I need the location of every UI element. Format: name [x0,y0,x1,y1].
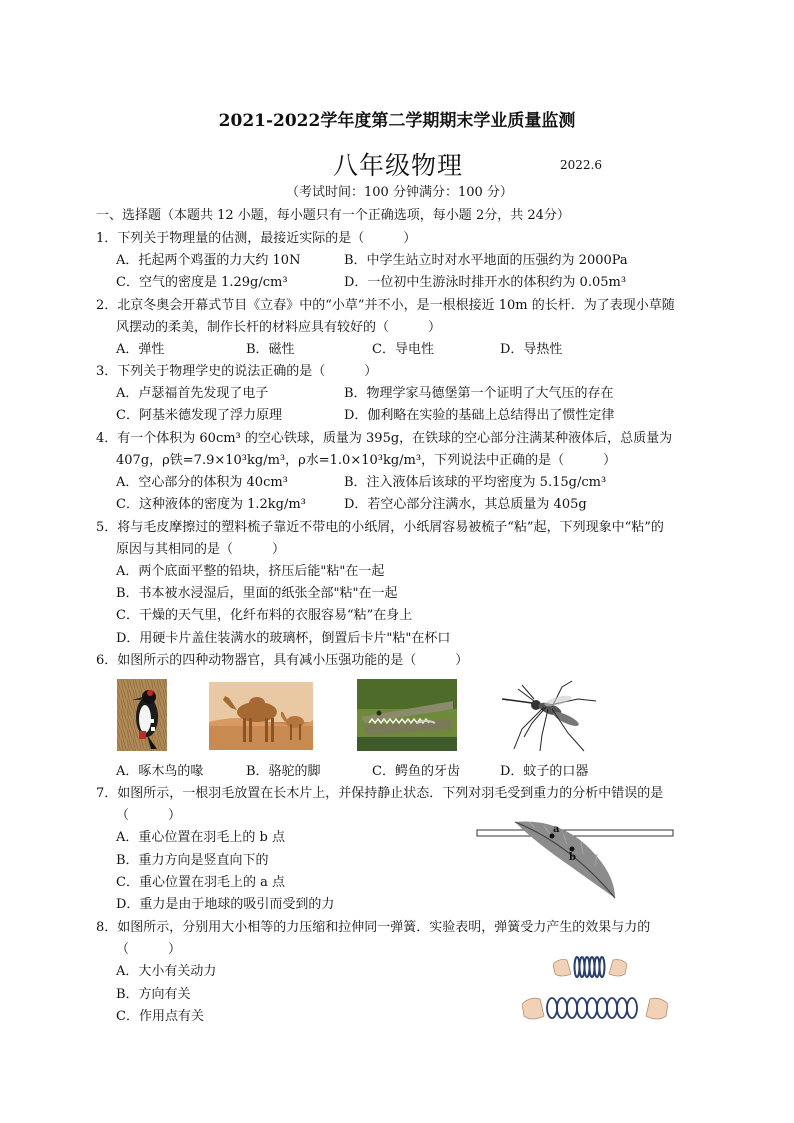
q2-option-b: B．磁性 [246,342,295,357]
q2-stem-line2: 风摆动的柔美，制作长杆的材料应具有较好的（ ） [116,320,442,335]
section-heading: 一、选择题（本题共 12 小题，每小题只有一个正确选项，每小题 2分，共 24分） [96,208,570,223]
q6-option-b: B．骆驼的脚 [246,764,321,779]
q1-option-a: A．托起两个鸡蛋的力大约 10N [116,253,301,268]
q8-option-c: C．作用点有关 [116,1009,204,1024]
q7-stem-line2: （ ） [116,808,182,823]
q7-option-d: D．重力是由于地球的吸引而受到的力 [116,897,335,912]
q7-option-a: A．重心位置在羽毛上的 b 点 [116,830,285,845]
q4-stem-line2: 407g，ρ铁=7.9×10³kg/m³，ρ水=1.0×10³kg/m³，下列说法中正确的是（ ） [116,453,617,468]
crocodile-image [357,679,457,751]
exam-info: （考试时间：100 分钟满分：100 分） [286,185,513,200]
q4-option-d: D．若空心部分注满水，其总质量为 405g [344,497,587,512]
q3-stem: 3．下列关于物理学史的说法正确的是（ ） [96,364,378,379]
q1-option-c: C．空气的密度是 1.29g/cm³ [116,275,288,290]
q3-option-b: B．物理学家马德堡第一个证明了大气压的存在 [344,386,614,401]
q6-option-a: A．啄木鸟的喙 [116,764,204,779]
q2-stem-line1: 2．北京冬奥会开幕式节目《立春》中的“小草”并不小，是一根根接近 10m 的长杆．为了表现小草随 [96,298,675,313]
q8-stem-line2: （ ） [116,942,182,957]
q2-option-a: A．弹性 [116,342,165,357]
q5-option-c: C．干燥的天气里，化纤布料的衣服容易“粘”在身上 [116,608,413,623]
q5-option-d: D．用硬卡片盖住装满水的玻璃杯，倒置后卡片"粘"在杯口 [116,631,451,646]
q5-option-b: B．书本被水浸湿后，里面的纸张全部"粘"在一起 [116,586,398,601]
q7-option-c: C．重心位置在羽毛上的 a 点 [116,875,285,890]
exam-title: 2021-2022学年度第二学期期末学业质量监测 [218,111,576,131]
q6-option-d: D．蚊子的口器 [500,764,589,779]
q1-stem: 1．下列关于物理量的估测，最接近实际的是（ ） [96,231,417,246]
q5-stem-line1: 5．将与毛皮摩擦过的塑料梳子靠近不带电的小纸屑，小纸屑容易被梳子“粘”起，下列现象中“粘”的 [96,520,664,535]
subject-title: 八年级物理 [333,151,464,180]
q8-stem-line1: 8．如图所示，分别用大小相等的力压缩和拉伸同一弹簧．实验表明，弹簧受力产生的效果与力的 [96,920,651,935]
q8-option-b: B．方向有关 [116,987,191,1002]
q1-option-b: B．中学生站立时对水平地面的压强约为 2000Pa [344,253,628,268]
exam-date: 2022.6 [560,158,602,172]
feather-label-b: b [569,852,576,863]
q3-option-c: C．阿基米德发现了浮力原理 [116,408,282,423]
mosquito-image [492,679,600,753]
camel-image [209,682,313,750]
q3-option-d: D．伽利略在实验的基础上总结得出了惯性定律 [344,408,615,423]
stretched-spring-image [522,990,668,1026]
q1-option-d: D．一位初中生游泳时排开水的体积约为 0.05m³ [344,275,627,290]
q4-option-c: C．这种液体的密度为 1.2kg/m³ [116,497,306,512]
q7-option-b: B．重力方向是竖直向下的 [116,853,269,868]
q4-option-b: B．注入液体后该球的平均密度为 5.15g/cm³ [344,475,607,490]
q2-option-c: C．导电性 [372,342,434,357]
q7-stem-line1: 7．如图所示，一根羽毛放置在长木片上，并保持静止状态．下列对羽毛受到重力的分析中错误的是 [96,786,664,801]
compressed-spring-image [553,950,627,984]
q3-option-a: A．卢瑟福首先发现了电子 [116,386,269,401]
q6-option-c: C．鳄鱼的牙齿 [372,764,460,779]
q8-option-a: A．大小有关动力 [116,964,217,979]
q2-option-d: D．导热性 [500,342,563,357]
woodpecker-image [117,679,167,751]
q6-stem: 6．如图所示的四种动物器官，具有减小压强功能的是（ ） [96,653,469,668]
feather-label-a: a [553,824,560,835]
q4-option-a: A．空心部分的体积为 40cm³ [116,475,288,490]
q4-stem-line1: 4．有一个体积为 60cm³ 的空心铁球，质量为 395g，在铁球的空心部分注满某种液体后，总质量为 [96,431,673,446]
q5-stem-line2: 原因与其相同的是（ ） [116,542,286,557]
q5-option-a: A．两个底面平整的铅块，挤压后能"粘"在一起 [116,564,385,579]
